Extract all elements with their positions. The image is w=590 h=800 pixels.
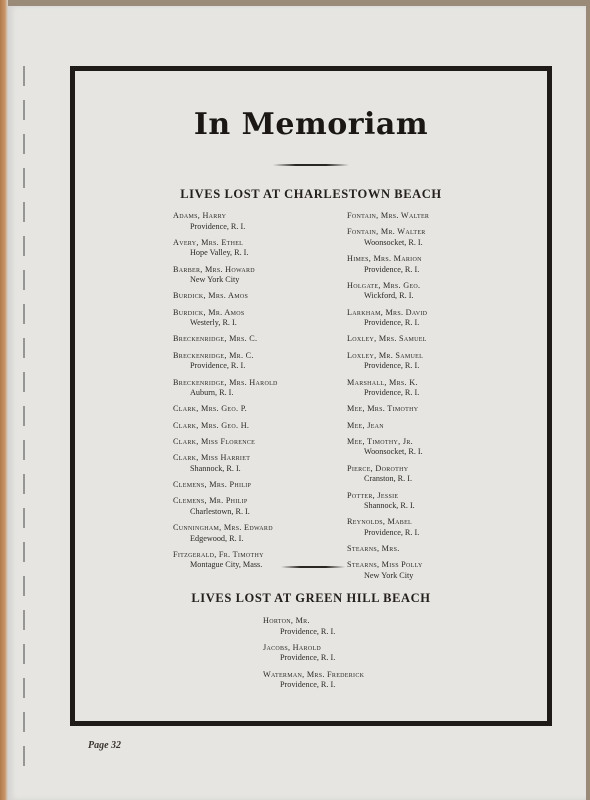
person-name: Clark, Miss Harriet — [173, 453, 251, 463]
person-name: Stearns, Miss Polly — [347, 560, 423, 570]
person-name: Breckenridge, Mrs. Harold — [173, 377, 278, 387]
list-item — [347, 378, 557, 399]
person-place: Shannock, R. I. — [364, 501, 415, 511]
person-name: Mee, Timothy, Jr. — [347, 436, 413, 446]
page-number: Page 32 — [88, 740, 122, 751]
person-place: Charlestown, R. I. — [190, 506, 250, 516]
list-item — [347, 464, 557, 485]
list-item — [347, 211, 557, 222]
person-place: Providence, R. I. — [364, 388, 420, 398]
person-place: Hope Valley, R. I. — [190, 248, 249, 258]
person-name: Larkham, Mrs. David — [347, 307, 428, 317]
person-name: Waterman, Mrs. Frederick — [263, 669, 365, 679]
memorial-frame — [70, 66, 552, 726]
list-item — [347, 308, 557, 329]
person-name: Clark, Mrs. Geo. H. — [173, 420, 250, 430]
person-name: Barber, Mrs. Howard — [173, 264, 255, 274]
person-name: Mee, Mrs. Timothy — [347, 404, 419, 414]
person-name: Potter, Jessie — [347, 490, 399, 500]
person-name: Burdick, Mrs. Amos — [173, 291, 249, 301]
person-name: Holgate, Mrs. Geo. — [347, 280, 421, 290]
person-place: New York City — [364, 570, 414, 580]
list-item — [347, 404, 557, 415]
person-name: Loxley, Mr. Samuel — [347, 350, 424, 360]
person-name: Pierce, Dorothy — [347, 463, 409, 473]
list-item — [347, 544, 557, 555]
list-item — [347, 437, 557, 458]
page-title: In Memoriam — [193, 107, 429, 142]
person-place: Providence, R. I. — [280, 626, 336, 636]
person-name: Breckenridge, Mrs. C. — [173, 334, 258, 344]
list-item — [347, 421, 557, 432]
person-name: Loxley, Mrs. Samuel — [347, 334, 427, 344]
list-item — [347, 334, 557, 345]
person-place: Providence, R. I. — [364, 318, 420, 328]
person-place: Providence, R. I. — [280, 653, 336, 663]
person-name: Fontain, Mrs. Walter — [347, 211, 430, 220]
list-item — [347, 560, 557, 581]
person-name: Clemens, Mr. Philip — [173, 496, 248, 506]
list-item — [263, 643, 463, 664]
person-name: Stearns, Mrs. — [347, 544, 400, 554]
person-place: Montague City, Mass. — [190, 560, 263, 570]
book-binding-edge — [0, 0, 8, 800]
person-name: Avery, Mrs. Ethel — [173, 237, 244, 247]
person-place: Providence, R. I. — [364, 527, 420, 537]
person-place: Westerly, R. I. — [190, 318, 237, 328]
person-name: Clemens, Mrs. Philip — [173, 480, 252, 490]
list-item — [263, 616, 463, 637]
list-item — [347, 281, 557, 302]
person-name: Reynolds, Mabel — [347, 517, 412, 527]
person-place: Providence, R. I. — [190, 361, 246, 371]
person-place: New York City — [190, 275, 240, 285]
person-name: Burdick, Mr. Amos — [173, 307, 245, 317]
charlestown-right-column — [347, 211, 557, 587]
person-place: Auburn, R. I. — [190, 388, 234, 398]
binding-stitching — [23, 66, 25, 766]
person-name: Marshall, Mrs. K. — [347, 377, 418, 387]
person-name: Mee, Jean — [347, 420, 384, 430]
greenhill-column — [263, 616, 463, 696]
greenhill-heading: LIVES LOST AT GREEN HILL BEACH — [191, 591, 431, 605]
person-place: Edgewood, R. I. — [190, 533, 244, 543]
list-item — [347, 254, 557, 275]
list-item — [347, 491, 557, 512]
person-place: Providence, R. I. — [280, 680, 336, 690]
person-name: Breckenridge, Mr. C. — [173, 350, 254, 360]
list-item — [347, 227, 557, 248]
person-name: Clark, Miss Florence — [173, 436, 256, 446]
person-place: Cranston, R. I. — [364, 474, 412, 484]
person-name: Himes, Mrs. Marion — [347, 254, 422, 264]
person-name: Horton, Mr. — [263, 616, 310, 625]
list-item — [347, 351, 557, 372]
person-name: Fitzgerald, Fr. Timothy — [173, 549, 264, 559]
person-place: Woonsocket, R. I. — [364, 237, 423, 247]
list-item — [347, 517, 557, 538]
person-name: Fontain, Mr. Walter — [347, 227, 426, 237]
list-item — [263, 670, 463, 691]
person-name: Clark, Mrs. Geo. P. — [173, 404, 247, 414]
person-name: Cunningham, Mrs. Edward — [173, 523, 273, 533]
person-place: Providence, R. I. — [364, 361, 420, 371]
charlestown-heading: LIVES LOST AT CHARLESTOWN BEACH — [180, 187, 442, 201]
person-place: Wickford, R. I. — [364, 291, 414, 301]
person-name: Adams, Harry — [173, 211, 227, 220]
person-place: Shannock, R. I. — [190, 463, 241, 473]
person-place: Woonsocket, R. I. — [364, 447, 423, 457]
person-place: Providence, R. I. — [190, 221, 246, 231]
person-name: Jacobs, Harold — [263, 642, 322, 652]
section-divider — [281, 566, 345, 568]
person-place: Providence, R. I. — [364, 264, 420, 274]
title-divider — [273, 164, 349, 166]
